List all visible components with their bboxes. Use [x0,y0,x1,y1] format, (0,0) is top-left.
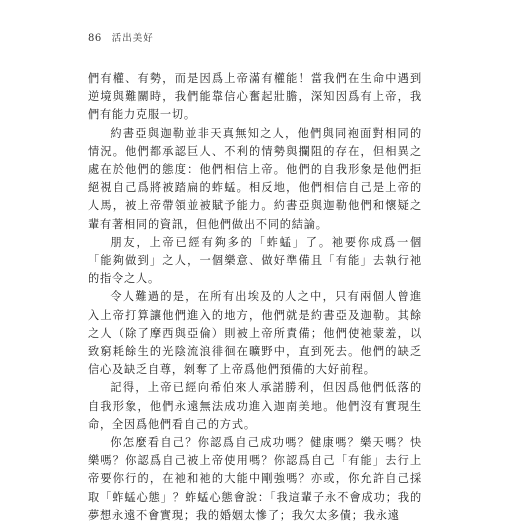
running-title: 活出美好 [111,33,154,44]
paragraph: 朋友，上帝已經有夠多的「蚱蜢」了。祂要你成爲一個「能夠做到」之人，一個樂意、做好準備且「有能」去執行祂的指令之人。 [88,235,422,286]
paragraph: 記得，上帝已經向希伯來人承諾勝利，但因爲他們低落的自我形象，他們永遠無法成功進入迦南美地。他們沒有實現生命，全因爲他們看自己的方式。 [88,381,422,431]
page-header [88,30,154,44]
paragraph: 約書亞與迦勒並非天真無知之人，他們與同袍面對相同的情況。他們都承認巨人、不利的情勢與攔阻的存在，但相異之處在於他們的態度：他們相信上帝。他們的自我形象是他們拒絕視自己爲將被踏扁的蚱蜢。相反地，他們相信自己是上帝的人馬，被上帝帶領並被賦予能力。約書亞與迦勒他們和懷疑之輩有著相同的資訊，但他們做出不同的結論。 [88,126,422,231]
body-text [88,70,422,525]
paragraph: 令人難過的是，在所有出埃及的人之中，只有兩個人曾進入上帝打算讓他們進入的地方，他們就是約書亞及迦勒。其餘之人（除了摩西與亞倫）則被上帝所責備；他們使祂蒙羞，以致窮耗餘生的光陰流浪徘徊在曠野中，直到死去。他們的缺乏信心及缺乏自尊，剝奪了上帝爲他們預備的大好前程。 [88,290,422,377]
page-number: 86 [88,33,102,44]
paragraph: 們有權、有勢，而是因爲上帝滿有權能！當我們在生命中遇到逆境與難關時，我們能靠信心奮起壯膽，深知因爲有上帝，我們有能力克服一切。 [88,72,422,122]
paragraph: 你怎麼看自己？你認爲自己成功嗎？健康嗎？樂天嗎？快樂嗎？你認爲自己被上帝使用嗎？你認爲自己「有能」去行上帝要你行的，在祂和祂的大能中剛強嗎？亦或，你允許自己採取「蚱蜢心態」？蚱蜢心態會說：「我這輩子永不會成功；我的夢想永遠不會實現；我的婚姻太慘了；我欠太多債；我永遠 [88,436,422,522]
